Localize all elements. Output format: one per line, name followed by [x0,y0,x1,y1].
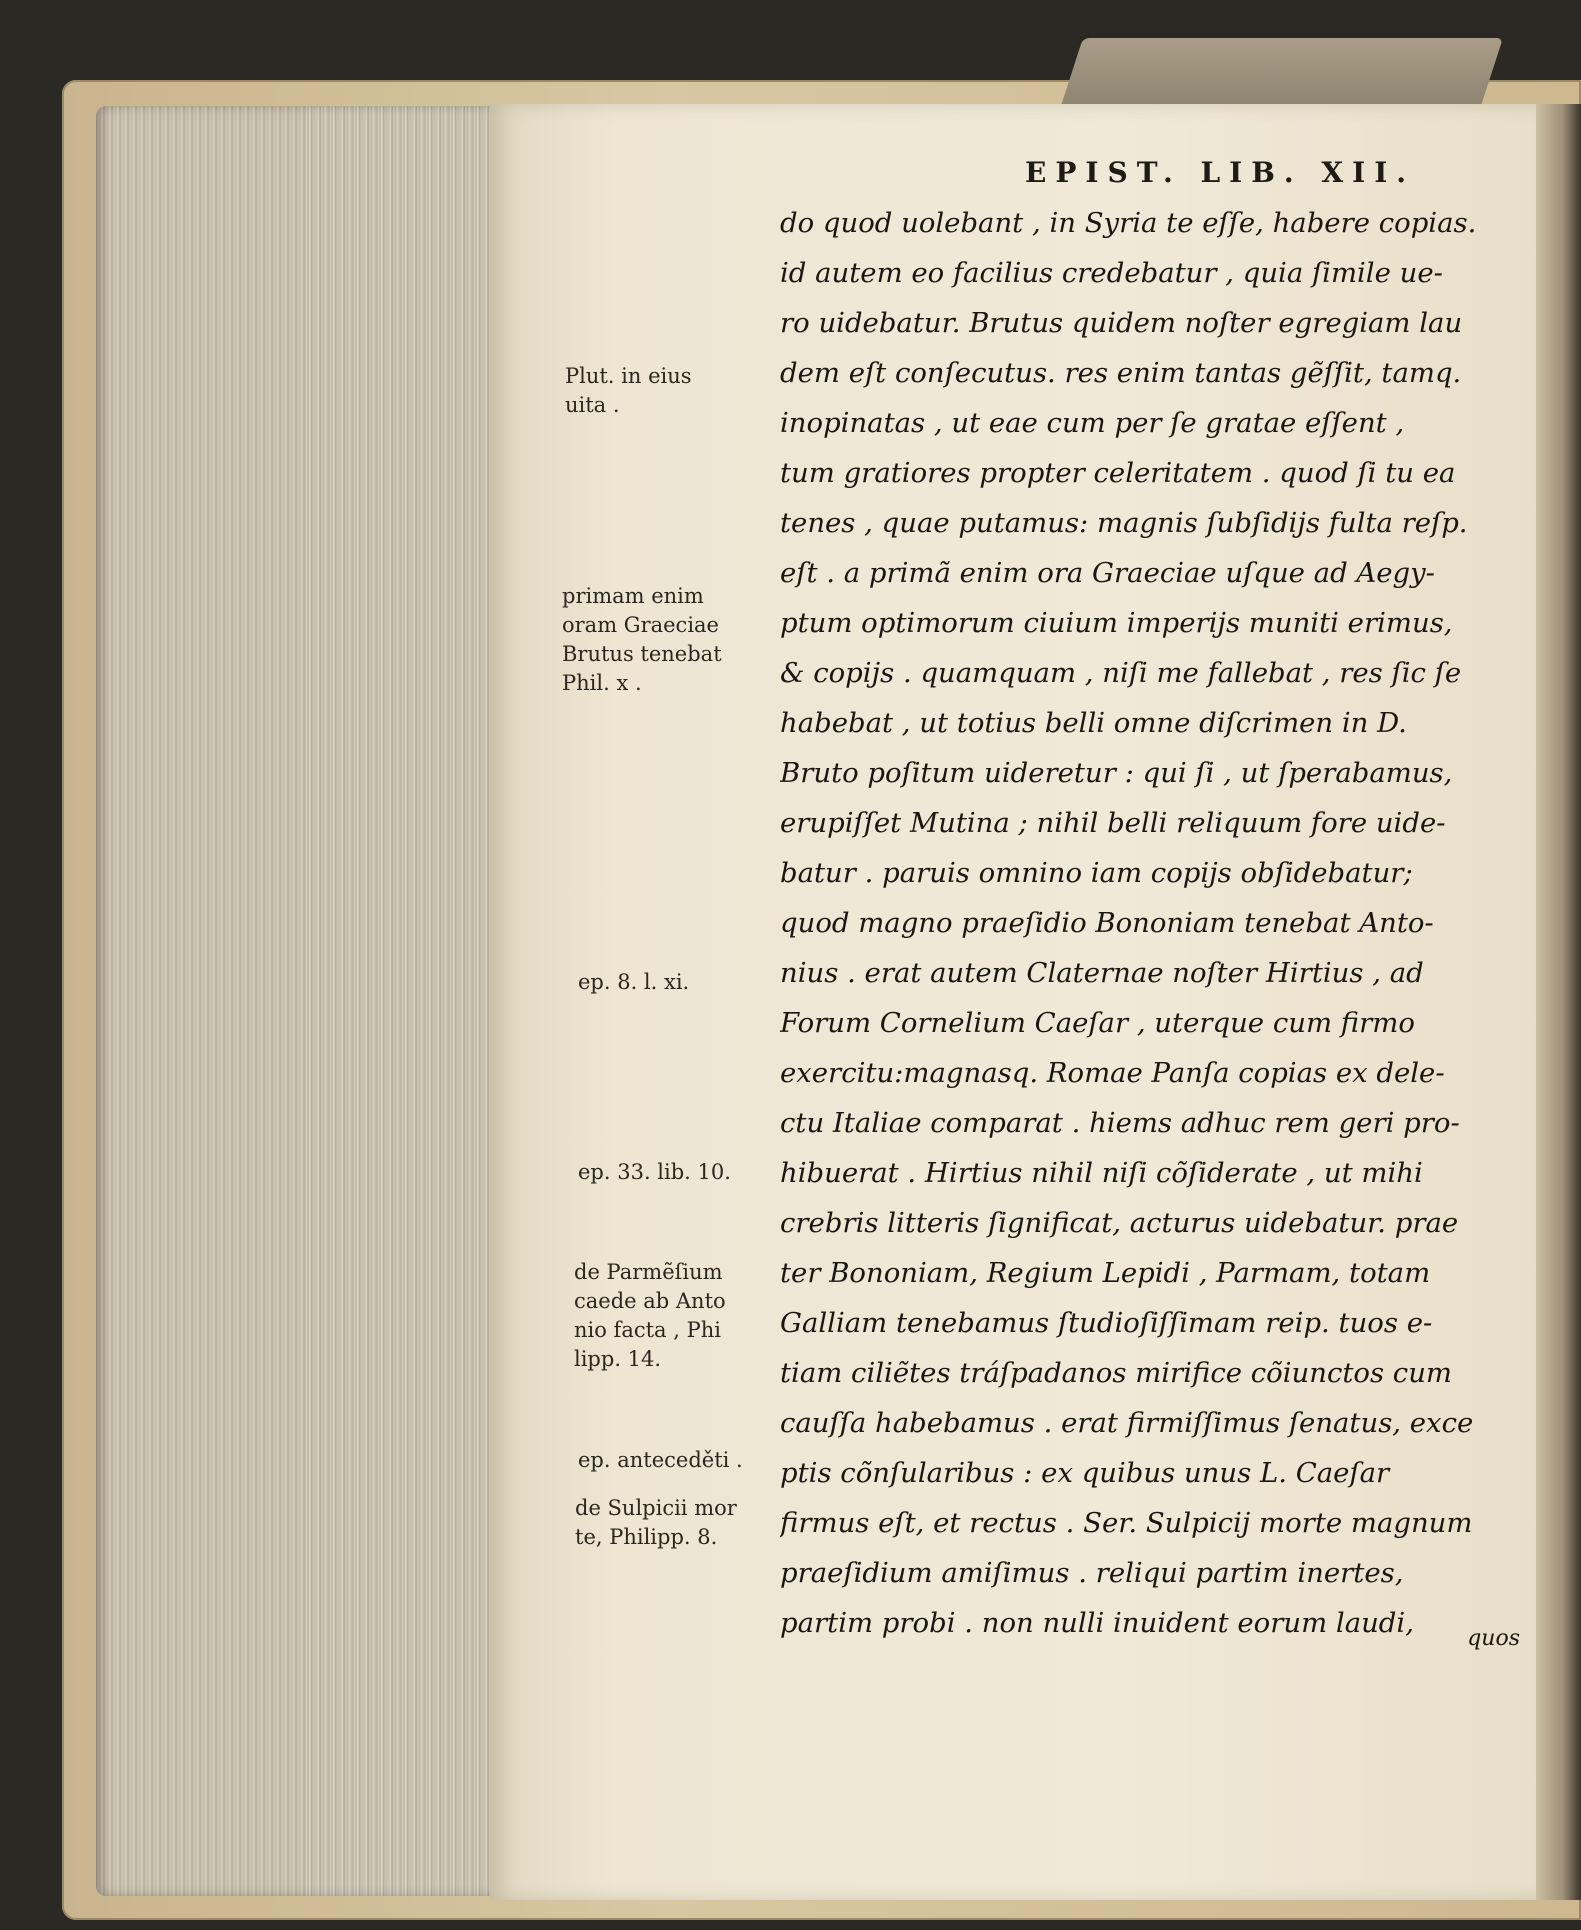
margin-note-line: oram Graeciae [562,613,719,637]
text-line: inopinatas , ut eae cum per ſe gratae eſſent , [780,407,1405,439]
margin-note-line: nio facta , Phi [574,1318,721,1342]
text-line: partim probi . non nulli inuident eorum laudi, [780,1607,1414,1639]
text-line: nius . erat autem Claternae noſter Hirtius , ad [780,957,1424,989]
margin-note [578,1446,778,1475]
margin-note-line: de Parmẽſium [574,1260,723,1284]
margin-note [575,1494,775,1552]
page-edges [96,106,506,1896]
text-line: praeſidium amiſimus . reliqui partim inertes, [780,1557,1404,1589]
margin-note-line: ep. anteceděti . [578,1448,743,1472]
text-line: firmus eſt, et rectus . Ser. Sulpicij morte magnum [780,1507,1473,1539]
margin-note-line: Plut. in eius [565,364,692,388]
text-line: ptis cõnſularibus : ex quibus unus L. Caeſar [780,1457,1390,1489]
text-line: Bruto poſitum uideretur : qui ſi , ut ſperabamus, [780,757,1453,789]
text-line: tenes , quae putamus: magnis ſubſidijs fulta reſp. [780,507,1468,539]
catchword: quos [1467,1626,1520,1651]
margin-note-line: caede ab Anto [574,1289,726,1313]
text-line: ctu Italiae comparat . hiems adhuc rem geri pro- [780,1107,1460,1139]
text-line: eſt . a primã enim ora Graeciae uſque ad Aegy- [780,557,1435,589]
margin-note-line: ep. 33. lib. 10. [578,1160,731,1184]
text-line: erupiſſet Mutina ; nihil belli reliquum fore uide- [780,807,1446,839]
text-line: ptum optimorum ciuium imperijs muniti erimus, [780,607,1453,639]
running-title: EPIST. LIB. XII. [1025,156,1416,189]
text-line: ro uidebatur. Brutus quidem noſter egregiam lau [780,307,1463,339]
margin-note [578,968,778,997]
text-line: tiam ciliẽtes tráſpadanos mirifice cõiunctos cum [780,1357,1452,1389]
margin-note-line: lipp. 14. [574,1347,662,1371]
margin-note [562,582,762,698]
text-line: habebat , ut totius belli omne diſcrimen in D. [780,707,1407,739]
margin-note-line: de Sulpicii mor [575,1496,737,1520]
text-line: crebris litteris ſignificat, acturus uidebatur. prae [780,1207,1459,1239]
margin-note-line: primam enim [562,584,704,608]
text-line: ter Bononiam, Regium Lepidi , Parmam, totam [780,1257,1431,1289]
text-line: Forum Cornelium Caeſar , uterque cum firmo [780,1007,1415,1039]
text-line: batur . paruis omnino iam copijs obſidebatur; [780,857,1413,889]
margin-note-line: Phil. x . [562,671,642,695]
text-line: cauſſa habebamus . erat firmiſſimus ſenatus, exce [780,1407,1474,1439]
main-text [780,198,1530,1648]
margin-note-line: te, Philipp. 8. [575,1525,718,1549]
text-line: tum gratiores propter celeritatem . quod ſi tu ea [780,457,1456,489]
text-line: hibuerat . Hirtius nihil niſi cõſiderate , ut mihi [780,1157,1423,1189]
margin-note-line: Brutus tenebat [562,642,722,666]
margin-note [574,1258,774,1374]
text-line: dem eſt conſecutus. res enim tantas gẽſſit, tamq. [780,357,1462,389]
text-line: Galliam tenebamus ſtudioſiſſimam reip. tuos e- [780,1307,1433,1339]
text-line: exercitu:magnasq. Romae Panſa copias ex dele- [780,1057,1445,1089]
margin-note-line: uita . [565,393,620,417]
margin-note [565,362,765,420]
text-line: do quod uolebant , in Syria te eſſe, habere copias. [780,207,1477,239]
margin-note-line: ep. 8. l. xi. [578,970,690,994]
gutter [1536,104,1581,1900]
text-line: & copijs . quamquam , niſi me fallebat , res ſic ſe [780,657,1462,689]
text-line: quod magno praeſidio Bononiam tenebat Anto- [780,907,1434,939]
text-line: id autem eo facilius credebatur , quia ſimile ue- [780,257,1443,289]
margin-note [578,1158,778,1187]
